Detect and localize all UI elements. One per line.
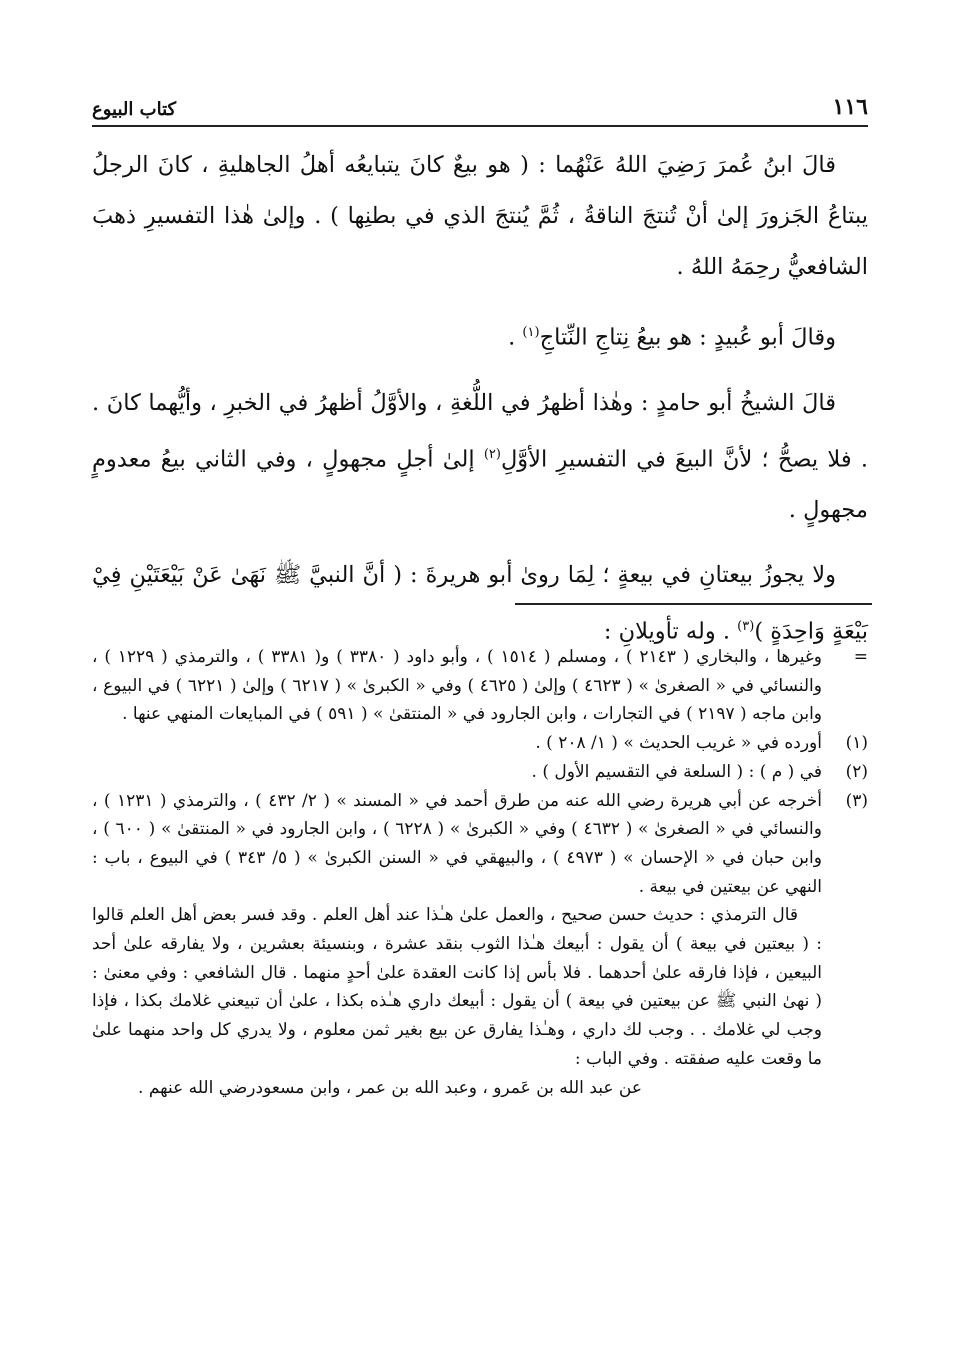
paragraph-text: . وله تأويلانِ : bbox=[603, 618, 738, 645]
footnote-marker: (١) bbox=[845, 733, 868, 754]
footnote-text: في ( م ) : ( السلعة في التقسيم الأول ) . bbox=[531, 761, 822, 782]
footnote-ref-1[interactable]: (١) bbox=[522, 325, 540, 340]
paragraph-abu-hamid bbox=[92, 378, 868, 537]
footnote-text: أورده في « غريب الحديث » ( ١/ ٢٠٨ ) . bbox=[535, 733, 822, 754]
footnote-2 bbox=[92, 758, 868, 787]
footnote-text: أخرجه عن أبي هريرة رضي الله عنه من طرق أحمد في « المسند » ( ٢/ ٤٣٢ ) ، والترمذي ( ١٢٣١ ) ، والنسائي في « الصغرىٰ » ( ٤٦٣٢ ) وفي « الكبرىٰ » ( ٦٢٢٨ ) ، وابن الجارود في « المنتقىٰ » ( ٦٠٠ ) ، وابن حبان في « الإحسان » ( ٤٩٧٣ ) ، والبيهقي في « السنن الكبرىٰ » ( ٥/ ٣٤٣ ) في البيوع ، باب : النهي عن بيعتين في بيعة . bbox=[92, 790, 822, 897]
footnote-ref-2[interactable]: (٢) bbox=[483, 446, 501, 462]
page-number: ١١٦ bbox=[832, 94, 868, 120]
paragraph-text: إلىٰ أجلٍ مجهولٍ ، وفي الثاني بيعُ معدومٍ مجهولٍ . bbox=[92, 446, 868, 523]
footnote-3 bbox=[92, 787, 868, 902]
paragraph-text: قالَ ابنُ عُمرَ رَضِيَ اللهُ عَنْهُما : ( هو بيعٌ كانَ يتبايعُه أهلُ الجاهليةِ ، كانَ الرجلُ يبتاعُ الجَزورَ إلىٰ أنْ تُنتجَ الناقةُ ، ثُمَّ يُنتجَ الذي في بطنِها ) . وإلىٰ هٰذا التفسيرِ ذهبَ الشافعيُّ رحِمَهُ اللهُ . bbox=[92, 152, 868, 280]
paragraph-text: وقالَ أبو عُبيدٍ : هو بيعُ نِتاجِ النِّتاجِ bbox=[539, 324, 836, 351]
book-title: كتاب البيوع bbox=[92, 99, 177, 120]
running-header bbox=[92, 90, 868, 120]
paragraph-text: ولا يجوزُ بيعتانِ في بيعةٍ ؛ لِمَا روىٰ أبو هريرةَ : ( أنَّ النبيَّ ﷺ نَهَىٰ عَنْ بَيْعَتَيْنِ فِيْ بَيْعَةٍ وَاحِدَةٍ ) bbox=[92, 562, 868, 645]
footnotes bbox=[92, 643, 868, 1102]
footnote-3-continuation bbox=[92, 901, 822, 1102]
narrators-line: عن عبد الله بن عَمرو ، وعبد الله بن عمر ، وابن مسعودرضي الله عنهم . bbox=[138, 1077, 642, 1098]
footnote-continuation bbox=[92, 643, 868, 729]
header-rule bbox=[92, 125, 868, 127]
main-text bbox=[92, 140, 868, 672]
tirmidhi-commentary: قال الترمذي : حديث حسن صحيح ، والعمل علىٰ هـٰذا عند أهل العلم . وقد فسر بعض أهل العلم قالوا : ( بيعتين في بيعة ) أن يقول : أبيعك هـٰذا الثوب بنقد عشرة ، وبنسيئة بعشرين ، ولا يفارقه علىٰ أحد البيعين ، فإذا فارقه علىٰ أحدهما . فلا بأس إذا كانت العقدة علىٰ أحدٍ منهما . قال الشافعي : وفي معنىٰ : ( نهىٰ النبي ﷺ عن بيعتين في بيعة ) أن يقول : أبيعك داري هـٰذه بكذا ، علىٰ أن تبيعني غلامك بكذا ، فإذا وجب لي غلامك . . وجب لك داري ، وهـٰذا يفارق عن بيع بغير ثمن معلوم ، ولا يدري كل واحد منهما علىٰ ما وقعت عليه صفقته . وفي الباب : bbox=[92, 905, 822, 1069]
footnote-separator bbox=[515, 603, 872, 605]
paragraph-ibn-umar bbox=[92, 140, 868, 293]
paragraph-abu-ubaid bbox=[92, 307, 868, 364]
paragraph-text: قالَ الشيخُ أبو حامدٍ : وهٰذا أظهرُ في اللُّغةِ ، والأوَّلُ أظهرُ في الخبرِ ، وأيُّهما كانَ . . فلا يصحُّ ؛ لأنَّ البيعَ في التفسيرِ الأوَّلِ bbox=[92, 389, 868, 472]
footnote-ref-3[interactable]: (٣) bbox=[737, 619, 755, 634]
paragraph-text: . bbox=[508, 324, 523, 351]
footnote-marker: (٣) bbox=[845, 790, 868, 811]
footnote-text: وغيرها ، والبخاري ( ٢١٤٣ ) ، ومسلم ( ١٥١٤ ) ، وأبو داود ( ٣٣٨٠ ) و( ٣٣٨١ ) ، والترمذي ( ١٢٢٩ ) ، والنسائي في « الصغرىٰ » ( ٤٦٢٣ ) وإلىٰ ( ٤٦٢٥ ) وفي « الكبرىٰ » ( ٦٢١٧ ) وإلىٰ ( ٦٢٢١ ) في البيوع ، وابن ماجه ( ٢١٩٧ ) في التجارات ، وابن الجارود في « المنتقىٰ » ( ٥٩١ ) في المبايعات المنهي عنها . bbox=[92, 647, 822, 725]
footnote-marker: (٢) bbox=[845, 761, 868, 782]
continuation-marker: = bbox=[853, 647, 868, 667]
footnote-1 bbox=[92, 729, 868, 758]
